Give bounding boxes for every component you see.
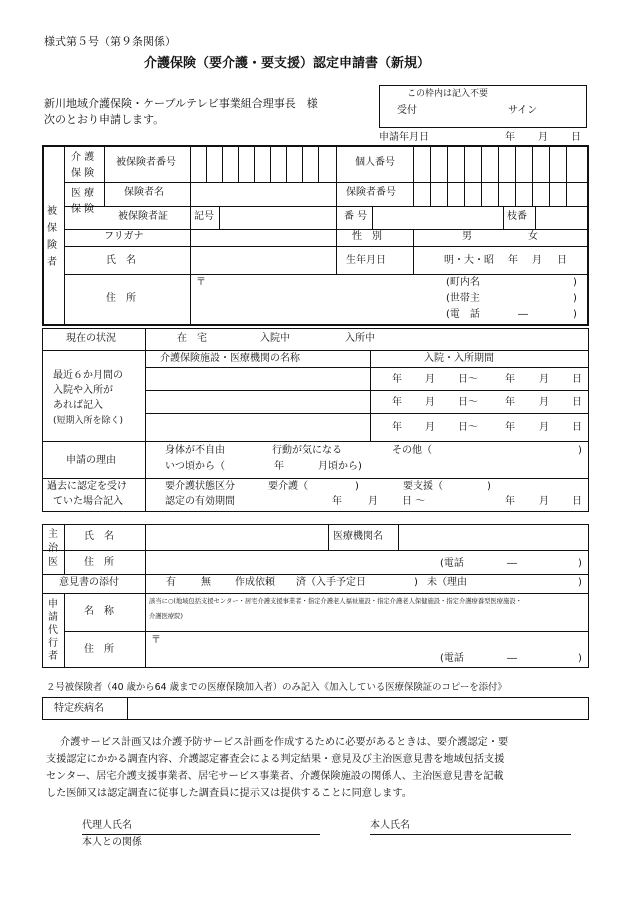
addressee: 新川地域介護保険・ケーブルテレビ事業組合理事長 様: [44, 97, 318, 110]
past-label-2: ていた場合記入: [53, 496, 123, 507]
agent-name-label: 名 称: [84, 606, 114, 617]
reason-label: 申請の理由: [66, 455, 116, 466]
consent-line-4: した医師又は認定調査に従事した調査員に提示又は提供することに同意します。: [46, 788, 412, 799]
opinion-not-close: ): [578, 577, 582, 588]
relation-label: 本人との関係: [82, 837, 142, 848]
insured-side-label: 被保険者: [47, 206, 57, 268]
row2-month: 月: [425, 397, 435, 408]
past-dayto: 日 ～: [402, 496, 426, 507]
past-year2: 年: [505, 496, 515, 507]
birth-month: 月: [532, 255, 542, 266]
facility-name-header: 介護保険施設・医療機関の名称: [160, 353, 300, 364]
agent-phone-dash: ―: [507, 653, 517, 664]
need-support-option[interactable]: 要支援（: [403, 481, 443, 492]
doctor-name-label: 氏 名: [84, 531, 114, 542]
birth-day: 日: [557, 255, 567, 266]
row3-month2: 月: [539, 422, 549, 433]
consent-line-1: 介護サービス計画又は介護予防サービス計画を作成するために必要があるときは、要介護認定・要: [60, 737, 509, 748]
row1-day2: 日: [572, 374, 582, 385]
opinion-not-yet[interactable]: 未（理由: [427, 577, 467, 588]
doctor-side-label: 主治医: [48, 529, 58, 568]
branch-label: 枝番: [507, 211, 527, 222]
name-label: 氏 名: [106, 255, 136, 266]
facility-label-2: 入院や入所が: [53, 385, 113, 396]
status-facility[interactable]: 入所中: [345, 333, 375, 344]
received-label: 受付: [397, 105, 417, 116]
postal-mark: 〒: [196, 277, 206, 288]
form-number: 様式第５号（第９条関係）: [44, 35, 176, 48]
valid-period-label: 認定の有効期間: [165, 496, 235, 507]
date-year: 年: [505, 132, 515, 143]
furigana-label: フリガナ: [104, 231, 144, 242]
row2-year2: 年: [505, 397, 515, 408]
row1-month2: 月: [539, 374, 549, 385]
row2-month2: 月: [539, 397, 549, 408]
agent-signature-line[interactable]: [82, 834, 320, 835]
address-label: 住 所: [106, 293, 136, 304]
request-text: 次のとおり申請します。: [44, 113, 165, 126]
phone-close: ): [573, 309, 577, 320]
opinion-done[interactable]: 済（入手予定日: [296, 577, 366, 588]
consent-line-3: センター、居宅介護支援事業者、居宅サービス事業者、介護保険施設の関係人、主治医意見書を記載: [46, 771, 504, 782]
reason-behavior[interactable]: 行動が気になる: [272, 445, 342, 456]
row2-day2: 日: [572, 397, 582, 408]
personal-number-label: 個人番号: [355, 157, 395, 168]
date-day: 日: [571, 132, 581, 143]
status-home[interactable]: 在 宅: [177, 333, 207, 344]
birthdate-label: 生年月日: [346, 255, 386, 266]
agent-phone-close: ): [578, 653, 582, 664]
self-signature-line[interactable]: [370, 834, 571, 835]
reason-since: いつ頃から（: [165, 461, 225, 472]
sex-label: 性 別: [352, 231, 382, 242]
insurer-name-label: 保険者名: [124, 187, 164, 198]
facility-label-1: 最近６か月間の: [53, 370, 123, 381]
number-label: 番 号: [344, 211, 368, 222]
householder-close: ): [573, 293, 577, 304]
opinion-done-close: ): [414, 577, 418, 588]
status-hospital[interactable]: 入院中: [260, 333, 290, 344]
row3-day2: 日: [572, 422, 582, 433]
opinion-request: 作成依頼: [235, 577, 275, 588]
kaigo-label: 介 護 保 険: [71, 152, 95, 179]
row3-year2: 年: [505, 422, 515, 433]
agent-postal-mark: 〒: [151, 635, 161, 646]
row3-month: 月: [425, 422, 435, 433]
phone-dash: ―: [518, 309, 528, 320]
date-month: 月: [538, 132, 548, 143]
care-level-label: 要介護状態区分: [165, 481, 235, 492]
male-option[interactable]: 男: [462, 231, 472, 242]
era-options[interactable]: 明・大・昭: [444, 255, 494, 266]
insured-card-label: 被保険者証: [118, 211, 168, 222]
reason-body[interactable]: 身体が不自由: [165, 445, 225, 456]
insured-number-label: 被保険者番号: [116, 157, 176, 168]
row3-year: 年: [392, 422, 402, 433]
doctor-phone-label: (電話: [440, 558, 464, 569]
birth-year: 年: [508, 255, 518, 266]
agent-side-label: 申請代行者: [48, 599, 58, 662]
form-title: 介護保険（要介護・要支援）認定申請書（新規）: [144, 56, 431, 71]
insurer-number-label: 保険者番号: [346, 187, 396, 198]
reason-other[interactable]: その他（: [392, 445, 432, 456]
iryo-label: 医 療 保 険: [71, 188, 95, 215]
opinion-no[interactable]: 無: [201, 577, 211, 588]
agent-phone-label: (電話: [440, 653, 464, 664]
past-year: 年: [332, 496, 342, 507]
reason-since-year: 年: [274, 461, 284, 472]
facility-label-3: あれば記入: [53, 400, 103, 411]
row1-month: 月: [425, 374, 435, 385]
type2-note: ２号被保険者（40 歳から64 歳までの医療保険加入者）のみ記入《加入している医療保険証のコピーを添付》: [46, 682, 507, 693]
row1-dayfrom: 日～: [458, 374, 478, 385]
self-signature-label: 本人氏名: [370, 820, 410, 831]
need-support-close: ): [487, 481, 491, 492]
sign-label: サイン: [508, 105, 538, 116]
office-note: この枠内は記入不要: [407, 89, 489, 99]
past-month: 月: [368, 496, 378, 507]
householder-label: (世帯主: [446, 293, 480, 304]
need-care-close: ): [355, 481, 359, 492]
row2-year: 年: [392, 397, 402, 408]
facility-label-4: (短期入所を除く): [53, 416, 124, 426]
institution-label: 医療機関名: [333, 531, 383, 542]
row1-year2: 年: [505, 374, 515, 385]
symbol-label: 記号: [194, 211, 214, 222]
female-option[interactable]: 女: [528, 231, 538, 242]
past-month2: 月: [539, 496, 549, 507]
doctor-address-label: 住 所: [84, 557, 114, 568]
consent-line-2: 支援認定にかかる調査内容、介護認定審査会による判定結果・意見及び主治医意見書を地域包括支援: [46, 754, 505, 765]
application-date-label: 申請年月日: [379, 132, 429, 143]
agent-signature-label: 代理人氏名: [82, 820, 132, 831]
reason-since-month: 月頃から): [318, 461, 362, 472]
agent-type-note-2: 介護医療院): [149, 613, 183, 620]
doctor-phone-dash: ―: [507, 558, 517, 569]
need-care-option[interactable]: 要介護（: [268, 481, 308, 492]
town-close: ): [573, 277, 577, 288]
past-day2: 日: [572, 496, 582, 507]
phone-label: (電 話: [446, 309, 480, 320]
status-label: 現在の状況: [66, 333, 116, 344]
row3-dayfrom: 日～: [458, 422, 478, 433]
opinion-yes[interactable]: 有: [166, 577, 176, 588]
reason-other-close: ): [578, 445, 582, 456]
row1-year: 年: [392, 374, 402, 385]
opinion-label: 意見書の添付: [59, 577, 119, 588]
disease-label: 特定疾病名: [54, 703, 104, 714]
facility-period-header: 入院・入所期間: [424, 353, 494, 364]
row2-dayfrom: 日～: [458, 397, 478, 408]
doctor-phone-close: ): [578, 558, 582, 569]
doctor-agent-section: [42, 524, 589, 668]
agent-address-label: 住 所: [84, 644, 114, 655]
disease-row: [42, 697, 589, 720]
town-label: (町内名: [446, 277, 480, 288]
agent-type-note-1: 該当に○(地域包括支援センター・居宅介護支援事業者・指定介護老人福祉施設・指定介護老人保健施設・指定介護療養型医療施設・: [149, 598, 522, 605]
past-label-1: 過去に認定を受け: [47, 481, 127, 492]
